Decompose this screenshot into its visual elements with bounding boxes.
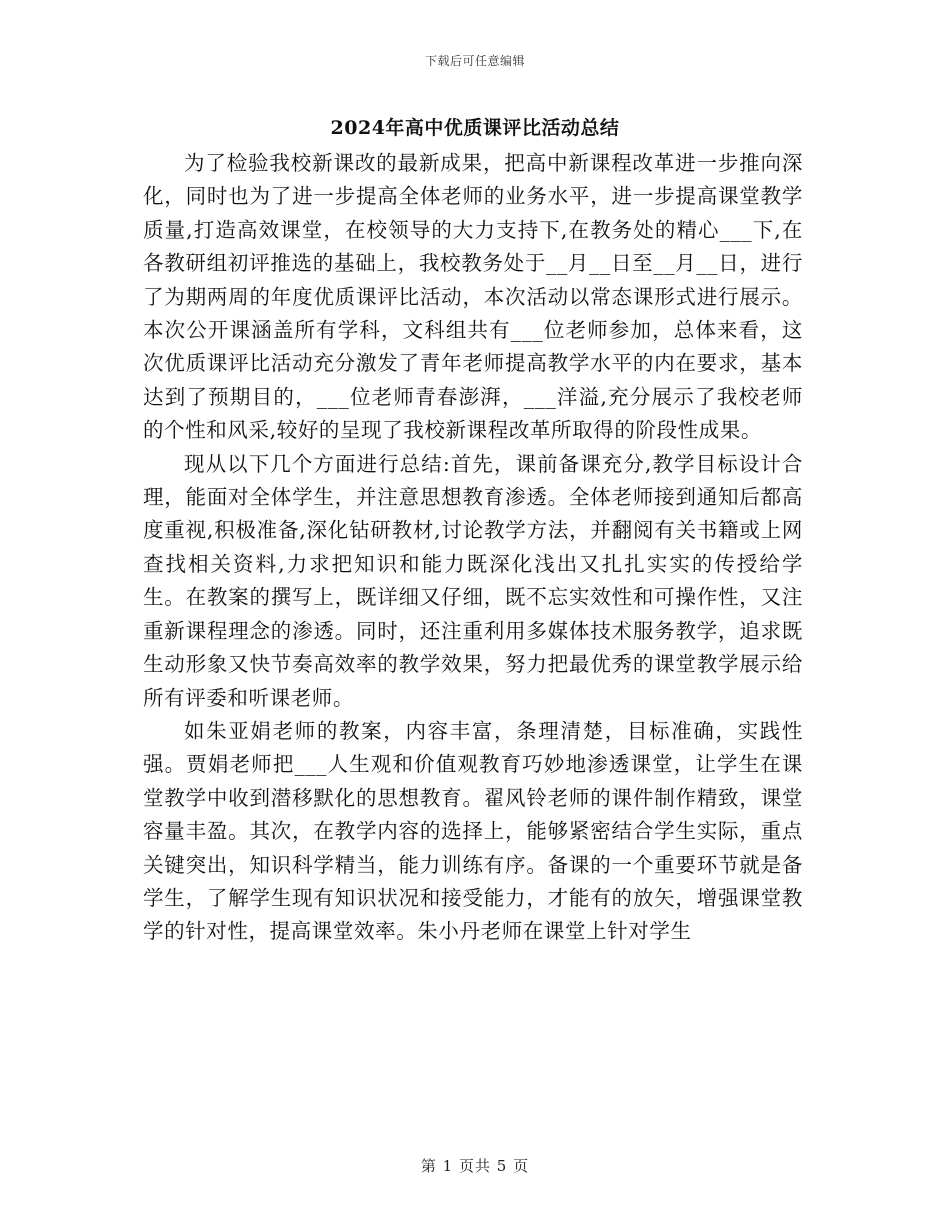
document-title: 2024年高中优质课评比活动总结 bbox=[330, 117, 620, 139]
paragraph-1: 为了检验我校新课改的最新成果，把高中新课程改革进一步推向深化，同时也为了进一步提高全体老师的业务水平，进一步提高课堂教学质量,打造高效课堂，在校领导的大力支持下,在教务处的精心___下,在各教研组初评推选的基础上，我校教务处于__月__日至__月__日，进行了为期两周的年度优质课评比活动，本次活动以常态课形式进行展示。本次公开课涵盖所有学科，文科组共有___位老师参加，总体来看，这次优质课评比活动充分激发了青年老师提高教学水平的内在要求，基本达到了预期目的，___位老师青春澎湃，___洋溢,充分展示了我校老师的个性和风采,较好的呈现了我校新课程改革所取得的阶段性成果。 bbox=[143, 151, 803, 443]
page-header-note: 下载后可任意编辑 bbox=[424, 54, 525, 68]
paragraph-2: 现从以下几个方面进行总结:首先，课前备课充分,教学目标设计合理，能面对全体学生，并注意思想教育渗透。全体老师接到通知后都高度重视,积极准备,深化钻研教材,讨论教学方法，并翻阅有关书籍或上网查找相关资料,力求把知识和能力既深化浅出又扎扎实实的传授给学生。在教案的撰写上，既详细又仔细，既不忘实效性和可操作性，又注重新课程理念的渗透。同时，还注重利用多媒体技术服务教学，追求既生动形象又快节奏高效率的教学效果，努力把最优秀的课堂教学展示给所有评委和听课老师。 bbox=[143, 451, 803, 710]
paragraph-3: 如朱亚娟老师的教案，内容丰富，条理清楚，目标准确，实践性强。贾娟老师把___人生观和价值观教育巧妙地渗透课堂，让学生在课堂教学中收到潜移默化的思想教育。翟风铃老师的课件制作精致，课堂容量丰盈。其次，在教学内容的选择上，能够紧密结合学生实际，重点关键突出，知识科学精当，能力训练有序。备课的一个重要环节就是备学生，了解学生现有知识状况和接受能力，才能有的放矢，增强课堂教学的针对性，提高课堂效率。朱小丹老师在课堂上针对学生 bbox=[143, 718, 803, 944]
page-number: 第 1 页共 5 页 bbox=[420, 1157, 530, 1175]
document-body bbox=[143, 147, 803, 949]
